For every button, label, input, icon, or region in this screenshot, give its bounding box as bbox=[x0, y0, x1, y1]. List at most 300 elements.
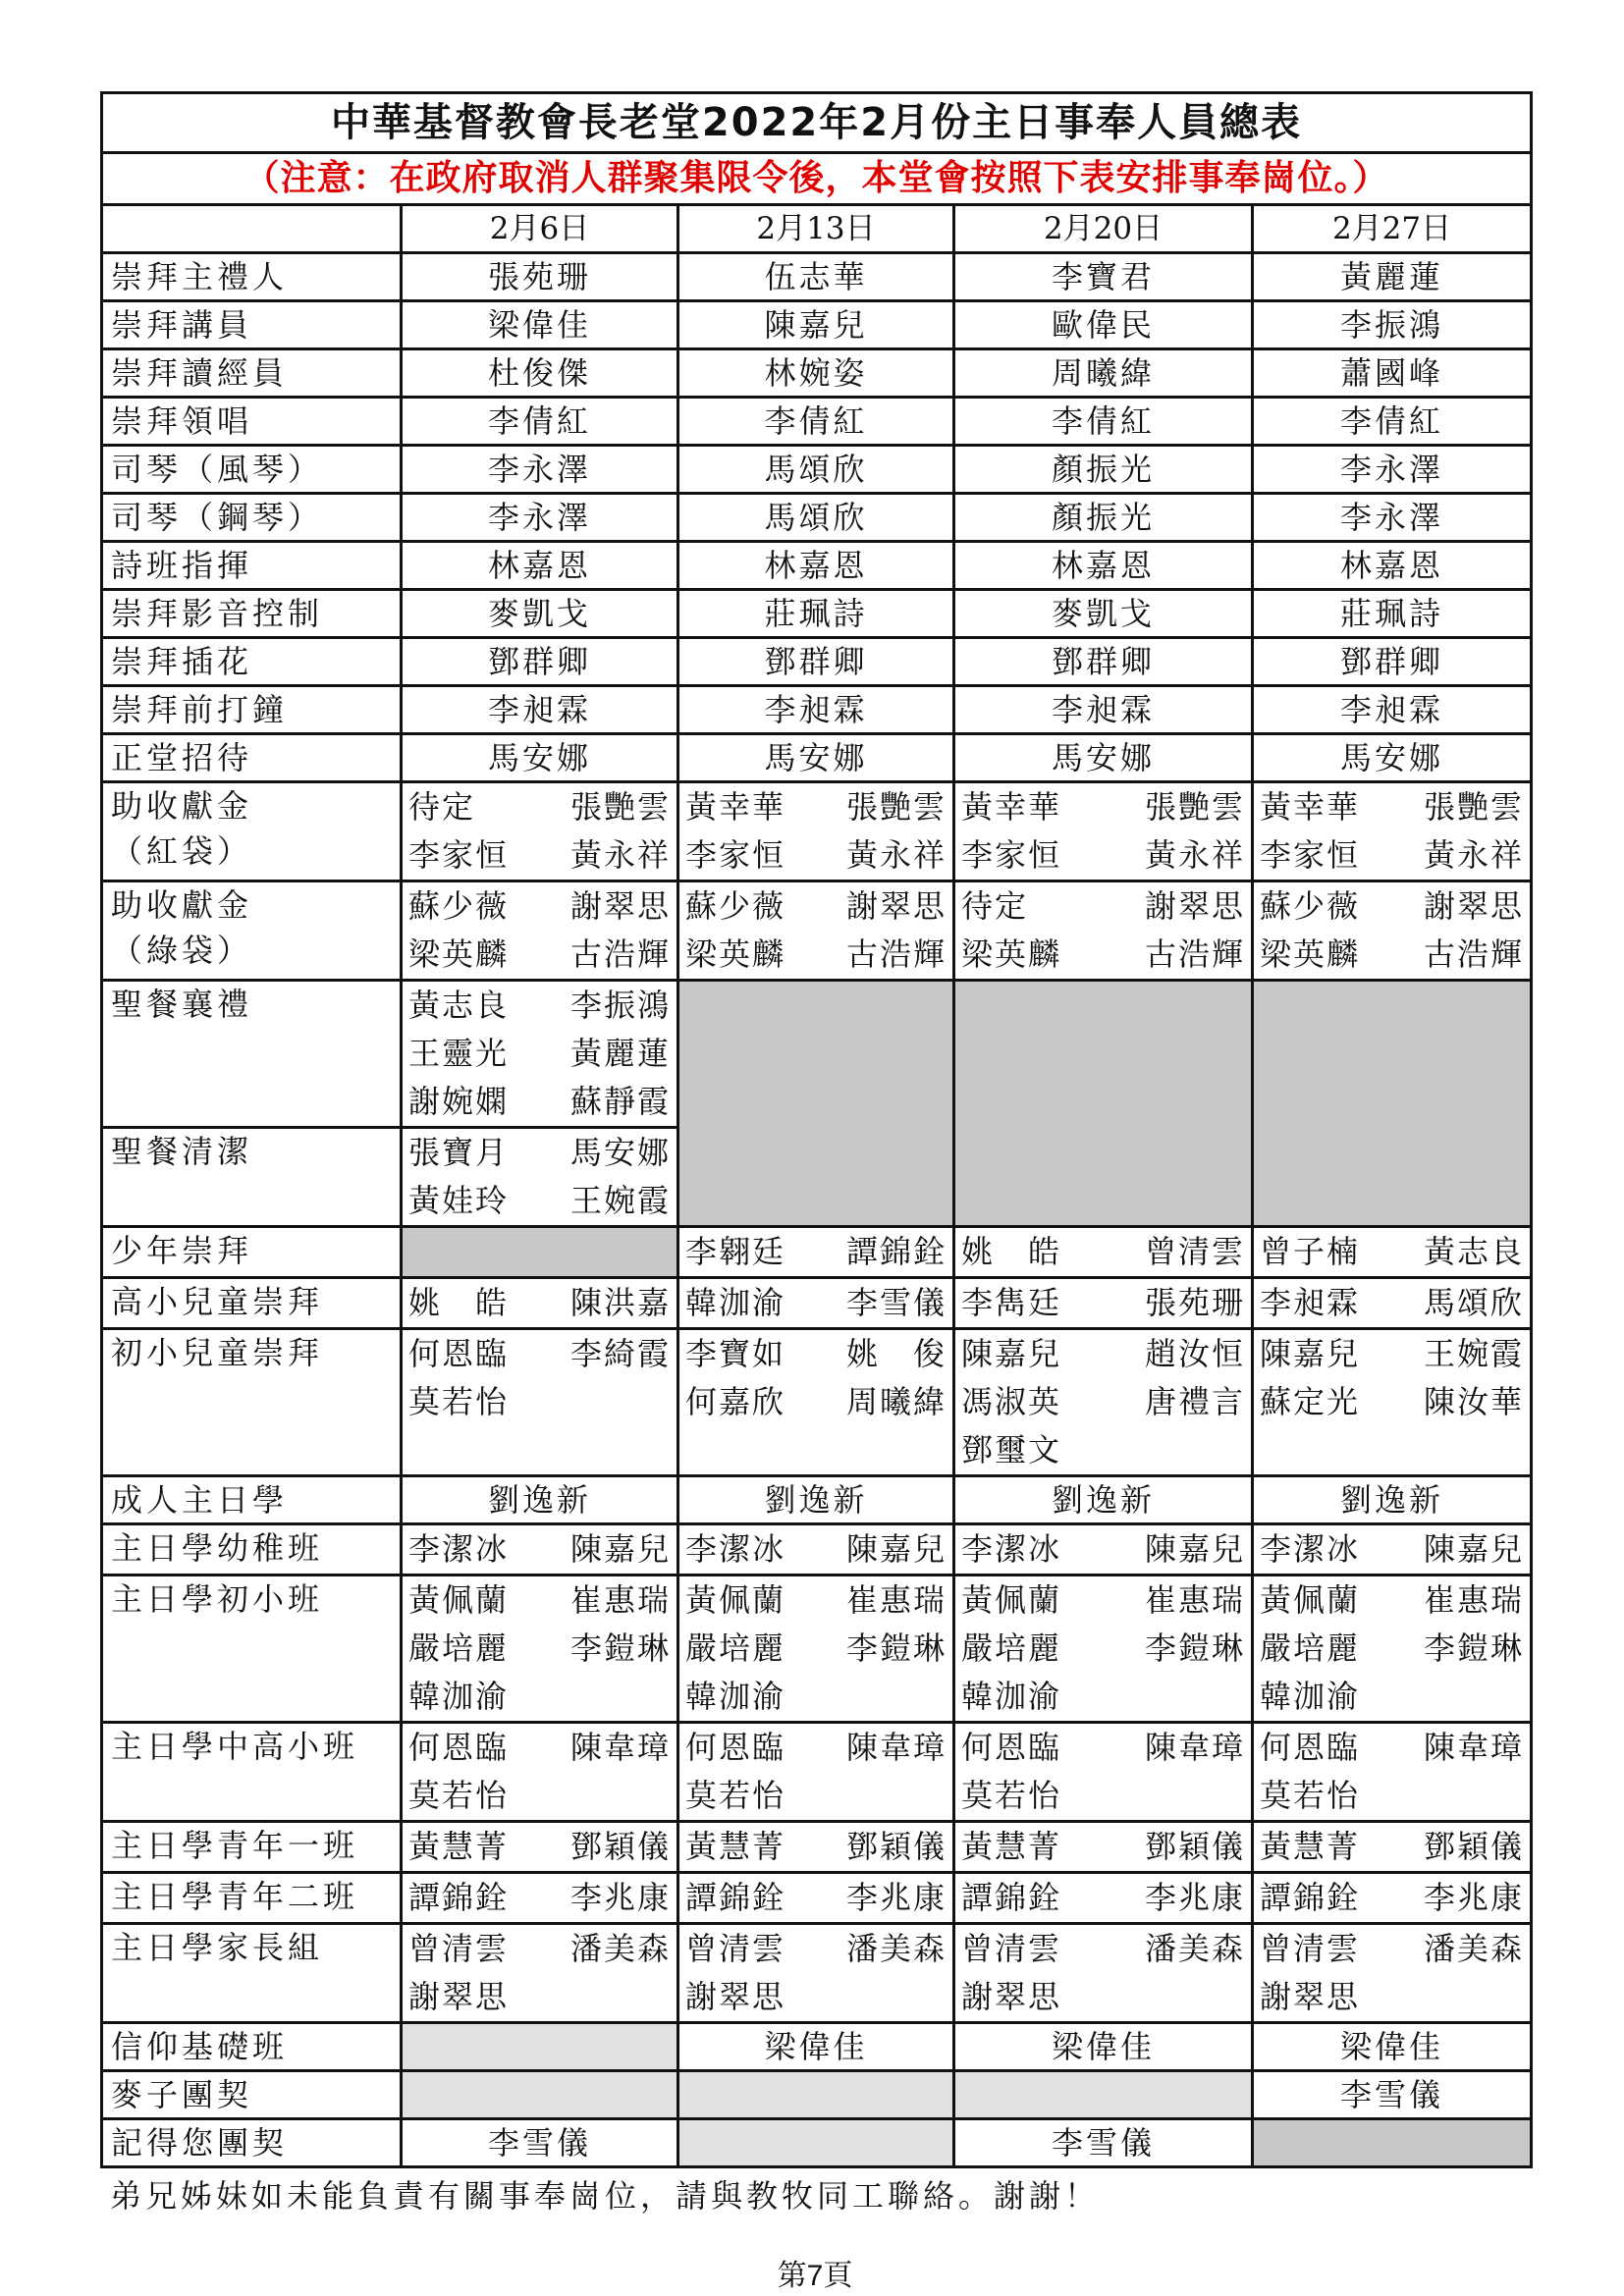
person-name: 待定 bbox=[961, 887, 1029, 925]
duty-cell bbox=[954, 782, 1253, 881]
person-name: 潘美森 bbox=[569, 1930, 671, 1967]
role-label-line: 聖餐清潔 bbox=[111, 1133, 253, 1170]
person-name: 謝翠思 bbox=[1260, 1978, 1361, 2015]
duty-cell bbox=[678, 1278, 954, 1329]
role-label bbox=[102, 446, 402, 494]
duty-cell bbox=[1253, 782, 1532, 881]
person-name: 崔惠瑞 bbox=[1144, 1581, 1245, 1619]
person-name: 陳汝華 bbox=[1424, 1383, 1525, 1420]
person-name: 何恩臨 bbox=[685, 1729, 786, 1766]
role-label-line: 崇拜前打鐘 bbox=[111, 691, 289, 728]
duty-cell bbox=[954, 1476, 1253, 1524]
person-name: 陳韋璋 bbox=[569, 1729, 671, 1766]
duty-cell bbox=[402, 590, 678, 638]
duty-cell bbox=[402, 1924, 678, 2023]
duty-cell bbox=[678, 349, 954, 398]
person-name: 張艷雲 bbox=[845, 788, 947, 826]
person-name: 梁英麟 bbox=[408, 935, 510, 973]
role-label-line: 初小兒童崇拜 bbox=[111, 1334, 324, 1371]
person-name: 鄧群卿 bbox=[1051, 643, 1155, 680]
role-label bbox=[102, 253, 402, 301]
person-name: 李雪儀 bbox=[487, 2124, 591, 2162]
person-name: 鄧群卿 bbox=[1340, 643, 1444, 680]
person-name: 李昶霖 bbox=[487, 691, 591, 728]
person-name: 謝翠思 bbox=[961, 1978, 1062, 2015]
duty-cell bbox=[1253, 1873, 1532, 1924]
person-name: 李倩紅 bbox=[764, 402, 868, 440]
person-name: 黃永祥 bbox=[1424, 836, 1525, 874]
empty-shaded-cell bbox=[1253, 981, 1532, 1227]
date-header: 2月13日 bbox=[678, 205, 954, 253]
person-name: 陳嘉兒 bbox=[764, 306, 868, 344]
duty-cell bbox=[954, 1278, 1253, 1329]
role-label bbox=[102, 1128, 402, 1227]
person-name: 姚 皓 bbox=[961, 1233, 1062, 1270]
page-number: 第7頁 bbox=[777, 2260, 853, 2292]
person-name: 梁偉佳 bbox=[487, 306, 591, 344]
role-label bbox=[102, 1227, 402, 1278]
duty-cell bbox=[1253, 1278, 1532, 1329]
duty-cell bbox=[1253, 590, 1532, 638]
duty-cell bbox=[678, 2023, 954, 2071]
person-name: 黃志良 bbox=[408, 987, 510, 1024]
date-header: 2月20日 bbox=[954, 205, 1253, 253]
roster-row bbox=[102, 590, 1532, 638]
duty-cell bbox=[954, 349, 1253, 398]
person-name: 李綺霞 bbox=[569, 1335, 671, 1372]
person-name: 麥凱戈 bbox=[1051, 595, 1155, 632]
person-name: 唐禮言 bbox=[1144, 1383, 1245, 1420]
person-name: 何恩臨 bbox=[408, 1335, 510, 1372]
person-name: 謝翠思 bbox=[1424, 887, 1525, 925]
person-name: 陳韋璋 bbox=[1144, 1729, 1245, 1766]
person-name: 梁偉佳 bbox=[1340, 2028, 1444, 2065]
person-name: 何恩臨 bbox=[1260, 1729, 1361, 1766]
roster-row bbox=[102, 1278, 1532, 1329]
person-name: 林婉姿 bbox=[764, 354, 868, 392]
person-name: 譚錦銓 bbox=[408, 1879, 510, 1916]
person-name: 陳嘉兒 bbox=[569, 1530, 671, 1568]
person-name: 譚錦銓 bbox=[1260, 1879, 1361, 1916]
person-name: 黃永祥 bbox=[845, 836, 947, 874]
person-name: 姚 皓 bbox=[408, 1284, 510, 1321]
person-name: 黃慧菁 bbox=[685, 1828, 786, 1865]
person-name: 麥凱戈 bbox=[487, 595, 591, 632]
roster-row bbox=[102, 981, 1532, 1128]
role-label-line: 聖餐襄禮 bbox=[111, 986, 253, 1023]
role-label bbox=[102, 1524, 402, 1575]
person-name: 潘美森 bbox=[1144, 1930, 1245, 1967]
person-name: 崔惠瑞 bbox=[569, 1581, 671, 1619]
duty-cell bbox=[678, 1924, 954, 2023]
duty-cell bbox=[954, 1227, 1253, 1278]
person-name: 陳嘉兒 bbox=[961, 1335, 1062, 1372]
role-label-line: 成人主日學 bbox=[111, 1481, 289, 1519]
duty-cell bbox=[1253, 542, 1532, 590]
person-name: 潘美森 bbox=[1424, 1930, 1525, 1967]
empty-shaded-cell bbox=[402, 2071, 678, 2119]
duty-cell bbox=[1253, 446, 1532, 494]
person-name: 林嘉恩 bbox=[1051, 547, 1155, 584]
role-label bbox=[102, 686, 402, 734]
person-name: 曾清雲 bbox=[1260, 1930, 1361, 1967]
person-name: 李家恒 bbox=[1260, 836, 1361, 874]
duty-cell bbox=[1253, 301, 1532, 349]
empty-shaded-cell bbox=[954, 981, 1253, 1227]
person-name: 梁英麟 bbox=[1260, 935, 1361, 973]
person-name: 馬頌欣 bbox=[764, 499, 868, 536]
person-name: 李鎧琳 bbox=[569, 1629, 671, 1667]
role-label bbox=[102, 349, 402, 398]
person-name: 李家恒 bbox=[961, 836, 1062, 874]
duty-cell bbox=[1253, 1329, 1532, 1476]
role-label-line: 主日學幼稚班 bbox=[111, 1529, 324, 1567]
duty-cell bbox=[402, 542, 678, 590]
person-name: 黃慧菁 bbox=[1260, 1828, 1361, 1865]
person-name: 鄧穎儀 bbox=[1144, 1828, 1245, 1865]
duty-cell bbox=[1253, 2071, 1532, 2119]
duty-cell bbox=[1253, 686, 1532, 734]
duty-cell bbox=[402, 686, 678, 734]
duty-cell bbox=[1253, 349, 1532, 398]
role-label-line: 崇拜主禮人 bbox=[111, 258, 289, 295]
person-name: 林嘉恩 bbox=[487, 547, 591, 584]
duty-cell bbox=[678, 494, 954, 542]
duty-cell bbox=[1253, 253, 1532, 301]
person-name: 李寶如 bbox=[685, 1335, 786, 1372]
person-name: 姚 俊 bbox=[845, 1335, 947, 1372]
roster-row bbox=[102, 1575, 1532, 1723]
duty-cell bbox=[402, 734, 678, 782]
person-name: 陳嘉兒 bbox=[1424, 1530, 1525, 1568]
empty-shaded-cell bbox=[402, 1227, 678, 1278]
role-label-line: 高小兒童崇拜 bbox=[111, 1283, 324, 1320]
duty-cell bbox=[1253, 1723, 1532, 1822]
duty-cell bbox=[954, 398, 1253, 446]
person-name: 黃娃玲 bbox=[408, 1182, 510, 1219]
person-name: 梁偉佳 bbox=[1051, 2028, 1155, 2065]
person-name: 李鎧琳 bbox=[845, 1629, 947, 1667]
roster-row bbox=[102, 1924, 1532, 2023]
duty-cell bbox=[1253, 2023, 1532, 2071]
person-name: 馬安娜 bbox=[1340, 739, 1444, 776]
person-name: 張苑珊 bbox=[487, 258, 591, 295]
person-name: 李兆康 bbox=[845, 1879, 947, 1916]
person-name: 何嘉欣 bbox=[685, 1383, 786, 1420]
role-label bbox=[102, 494, 402, 542]
person-name: 莫若怡 bbox=[408, 1383, 510, 1420]
date-header: 2月6日 bbox=[402, 205, 678, 253]
roster-row bbox=[102, 446, 1532, 494]
duty-cell bbox=[402, 1476, 678, 1524]
person-name: 顏振光 bbox=[1051, 451, 1155, 488]
person-name: 黃麗蓮 bbox=[1340, 258, 1444, 295]
duty-cell bbox=[1253, 1924, 1532, 2023]
person-name: 馮淑英 bbox=[961, 1383, 1062, 1420]
role-label-line: 信仰基礎班 bbox=[111, 2028, 289, 2065]
person-name: 梁英麟 bbox=[961, 935, 1062, 973]
role-label bbox=[102, 2119, 402, 2167]
roster-row bbox=[102, 398, 1532, 446]
person-name: 李潔冰 bbox=[1260, 1530, 1361, 1568]
role-label bbox=[102, 1278, 402, 1329]
person-name: 劉逸新 bbox=[764, 1481, 868, 1519]
duty-cell bbox=[402, 1524, 678, 1575]
role-label bbox=[102, 542, 402, 590]
role-label-line: 少年崇拜 bbox=[111, 1232, 253, 1269]
person-name: 李昶霖 bbox=[764, 691, 868, 728]
person-name: 李昶霖 bbox=[1260, 1284, 1361, 1321]
person-name: 謝翠思 bbox=[685, 1978, 786, 2015]
duty-cell bbox=[402, 398, 678, 446]
person-name: 歐偉民 bbox=[1051, 306, 1155, 344]
duty-cell bbox=[678, 1227, 954, 1278]
roster-row bbox=[102, 1723, 1532, 1822]
duty-cell bbox=[678, 686, 954, 734]
person-name: 黃慧菁 bbox=[408, 1828, 510, 1865]
duty-cell bbox=[402, 1575, 678, 1723]
person-name: 黃佩蘭 bbox=[685, 1581, 786, 1619]
empty-shaded-cell bbox=[954, 2071, 1253, 2119]
duty-cell bbox=[402, 638, 678, 686]
roster-row bbox=[102, 2119, 1532, 2167]
duty-cell bbox=[402, 253, 678, 301]
person-name: 陳嘉兒 bbox=[1260, 1335, 1361, 1372]
role-label-line: 崇拜影音控制 bbox=[111, 595, 324, 632]
person-name: 林嘉恩 bbox=[764, 547, 868, 584]
person-name: 林嘉恩 bbox=[1340, 547, 1444, 584]
roster-row bbox=[102, 2071, 1532, 2119]
role-label-line: 崇拜領唱 bbox=[111, 402, 253, 440]
empty-shaded-cell bbox=[402, 2023, 678, 2071]
duty-cell bbox=[1253, 1524, 1532, 1575]
person-name: 莫若怡 bbox=[408, 1777, 510, 1814]
person-name: 謝婉嫻 bbox=[408, 1083, 510, 1120]
role-label bbox=[102, 981, 402, 1128]
person-name: 李昶霖 bbox=[1051, 691, 1155, 728]
person-name: 李昶霖 bbox=[1340, 691, 1444, 728]
person-name: 曾清雲 bbox=[961, 1930, 1062, 1967]
person-name: 杜俊傑 bbox=[487, 354, 591, 392]
person-name: 崔惠瑞 bbox=[1424, 1581, 1525, 1619]
roster-row bbox=[102, 253, 1532, 301]
person-name: 鄧璽文 bbox=[961, 1431, 1062, 1468]
person-name: 陳韋璋 bbox=[1424, 1729, 1525, 1766]
role-label bbox=[102, 398, 402, 446]
empty-shaded-cell bbox=[678, 2071, 954, 2119]
duty-cell bbox=[954, 494, 1253, 542]
duty-cell bbox=[678, 782, 954, 881]
duty-cell bbox=[678, 1524, 954, 1575]
duty-cell bbox=[954, 1575, 1253, 1723]
duty-cell bbox=[954, 542, 1253, 590]
roster-row bbox=[102, 881, 1532, 981]
person-name: 王婉霞 bbox=[1424, 1335, 1525, 1372]
duty-cell bbox=[678, 253, 954, 301]
roster-row bbox=[102, 782, 1532, 881]
person-name: 嚴培麗 bbox=[1260, 1629, 1361, 1667]
duty-cell bbox=[678, 1723, 954, 1822]
duty-cell bbox=[954, 253, 1253, 301]
page-content bbox=[100, 91, 1530, 2296]
person-name: 黃幸華 bbox=[961, 788, 1062, 826]
person-name: 蘇少薇 bbox=[1260, 887, 1361, 925]
person-name: 李鎧琳 bbox=[1424, 1629, 1525, 1667]
duty-cell bbox=[678, 542, 954, 590]
header-blank bbox=[102, 205, 402, 253]
role-label-line: 主日學家長組 bbox=[111, 1929, 324, 1966]
person-name: 古浩輝 bbox=[1424, 935, 1525, 973]
person-name: 潘美森 bbox=[845, 1930, 947, 1967]
duty-cell bbox=[402, 981, 678, 1128]
person-name: 馬安娜 bbox=[569, 1134, 671, 1171]
duty-cell bbox=[678, 398, 954, 446]
person-name: 周曦緯 bbox=[845, 1383, 947, 1420]
role-label-line: （綠袋） bbox=[111, 932, 253, 969]
person-name: 莫若怡 bbox=[685, 1777, 786, 1814]
person-name: 黃麗蓮 bbox=[569, 1035, 671, 1072]
duty-cell bbox=[678, 1575, 954, 1723]
person-name: 黃永祥 bbox=[1144, 836, 1245, 874]
duty-cell bbox=[954, 686, 1253, 734]
duty-cell bbox=[954, 881, 1253, 981]
person-name: 李潔冰 bbox=[408, 1530, 510, 1568]
duty-cell bbox=[954, 1723, 1253, 1822]
roster-row bbox=[102, 2023, 1532, 2071]
person-name: 韓泇渝 bbox=[685, 1678, 786, 1715]
person-name: 嚴培麗 bbox=[685, 1629, 786, 1667]
person-name: 陳韋璋 bbox=[845, 1729, 947, 1766]
person-name: 曾清雲 bbox=[1144, 1233, 1245, 1270]
duty-cell bbox=[1253, 881, 1532, 981]
person-name: 鄧群卿 bbox=[764, 643, 868, 680]
duty-cell bbox=[678, 1873, 954, 1924]
person-name: 李永澤 bbox=[487, 451, 591, 488]
role-label-line: 麥子團契 bbox=[111, 2076, 253, 2113]
roster-row bbox=[102, 1227, 1532, 1278]
person-name: 黃佩蘭 bbox=[961, 1581, 1062, 1619]
person-name: 何恩臨 bbox=[961, 1729, 1062, 1766]
person-name: 李寶君 bbox=[1051, 258, 1155, 295]
role-label-line: （紅袋） bbox=[111, 832, 253, 870]
duty-cell bbox=[402, 349, 678, 398]
duty-cell bbox=[1253, 1227, 1532, 1278]
empty-shaded-cell bbox=[678, 2119, 954, 2167]
person-name: 張苑珊 bbox=[1144, 1284, 1245, 1321]
person-name: 張寶月 bbox=[408, 1134, 510, 1171]
person-name: 李振鴻 bbox=[569, 987, 671, 1024]
duty-cell bbox=[954, 1329, 1253, 1476]
role-label-line: 助收獻金 bbox=[111, 787, 253, 825]
duty-cell bbox=[1253, 1575, 1532, 1723]
person-name: 張艷雲 bbox=[569, 788, 671, 826]
role-label bbox=[102, 1822, 402, 1873]
duty-cell bbox=[678, 638, 954, 686]
person-name: 李倩紅 bbox=[1051, 402, 1155, 440]
person-name: 李雪儀 bbox=[1340, 2076, 1444, 2113]
person-name: 蘇少薇 bbox=[408, 887, 510, 925]
person-name: 劉逸新 bbox=[487, 1481, 591, 1519]
person-name: 李雪儀 bbox=[845, 1284, 947, 1321]
person-name: 李兆康 bbox=[1144, 1879, 1245, 1916]
role-label bbox=[102, 2071, 402, 2119]
person-name: 待定 bbox=[408, 788, 476, 826]
duty-cell bbox=[678, 301, 954, 349]
role-label-line: 崇拜講員 bbox=[111, 306, 253, 344]
person-name: 李永澤 bbox=[1340, 499, 1444, 536]
person-name: 劉逸新 bbox=[1340, 1481, 1444, 1519]
role-label bbox=[102, 1329, 402, 1476]
duty-cell bbox=[1253, 638, 1532, 686]
person-name: 嚴培麗 bbox=[408, 1629, 510, 1667]
role-label-line: 司琴（風琴） bbox=[111, 451, 324, 488]
role-label bbox=[102, 1924, 402, 2023]
person-name: 劉逸新 bbox=[1051, 1481, 1155, 1519]
person-name: 張艷雲 bbox=[1424, 788, 1525, 826]
person-name: 李鎧琳 bbox=[1144, 1629, 1245, 1667]
role-label bbox=[102, 1723, 402, 1822]
person-name: 古浩輝 bbox=[845, 935, 947, 973]
roster-row bbox=[102, 686, 1532, 734]
role-label bbox=[102, 2023, 402, 2071]
duty-cell bbox=[402, 782, 678, 881]
person-name: 譚錦銓 bbox=[845, 1233, 947, 1270]
person-name: 韓泇渝 bbox=[685, 1284, 786, 1321]
person-name: 伍志華 bbox=[764, 258, 868, 295]
person-name: 蘇靜霞 bbox=[569, 1083, 671, 1120]
notice-text: （注意：在政府取消人群聚集限令後，本堂會按照下表安排事奉崗位。） bbox=[102, 153, 1532, 205]
person-name: 王婉霞 bbox=[569, 1182, 671, 1219]
person-name: 馬頌欣 bbox=[764, 451, 868, 488]
roster-title: 中華基督教會長老堂2022年2月份主日事奉人員總表 bbox=[102, 93, 1532, 153]
person-name: 韓泇渝 bbox=[408, 1678, 510, 1715]
role-label bbox=[102, 782, 402, 881]
person-name: 李兆康 bbox=[569, 1879, 671, 1916]
duty-cell bbox=[954, 1822, 1253, 1873]
person-name: 曾清雲 bbox=[408, 1930, 510, 1967]
duty-cell bbox=[954, 301, 1253, 349]
duty-cell bbox=[954, 2023, 1253, 2071]
person-name: 鄧群卿 bbox=[487, 643, 591, 680]
role-label bbox=[102, 1575, 402, 1723]
person-name: 馬安娜 bbox=[764, 739, 868, 776]
duty-cell bbox=[678, 1822, 954, 1873]
roster-row bbox=[102, 1873, 1532, 1924]
duty-cell bbox=[678, 881, 954, 981]
person-name: 陳嘉兒 bbox=[845, 1530, 947, 1568]
role-label bbox=[102, 301, 402, 349]
empty-shaded-cell bbox=[1253, 2119, 1532, 2167]
roster-row bbox=[102, 1822, 1532, 1873]
person-name: 黃志良 bbox=[1424, 1233, 1525, 1270]
person-name: 蕭國峰 bbox=[1340, 354, 1444, 392]
role-label-line: 記得您團契 bbox=[111, 2124, 289, 2162]
person-name: 韓泇渝 bbox=[1260, 1678, 1361, 1715]
person-name: 李翱廷 bbox=[685, 1233, 786, 1270]
person-name: 嚴培麗 bbox=[961, 1629, 1062, 1667]
person-name: 黃佩蘭 bbox=[408, 1581, 510, 1619]
roster-row bbox=[102, 301, 1532, 349]
person-name: 陳嘉兒 bbox=[1144, 1530, 1245, 1568]
duty-cell bbox=[402, 2119, 678, 2167]
person-name: 韓泇渝 bbox=[961, 1678, 1062, 1715]
roster-row bbox=[102, 494, 1532, 542]
role-label-line: 崇拜插花 bbox=[111, 643, 253, 680]
person-name: 莊珮詩 bbox=[1340, 595, 1444, 632]
duty-cell bbox=[1253, 1476, 1532, 1524]
roster-row bbox=[102, 1524, 1532, 1575]
date-header: 2月27日 bbox=[1253, 205, 1532, 253]
